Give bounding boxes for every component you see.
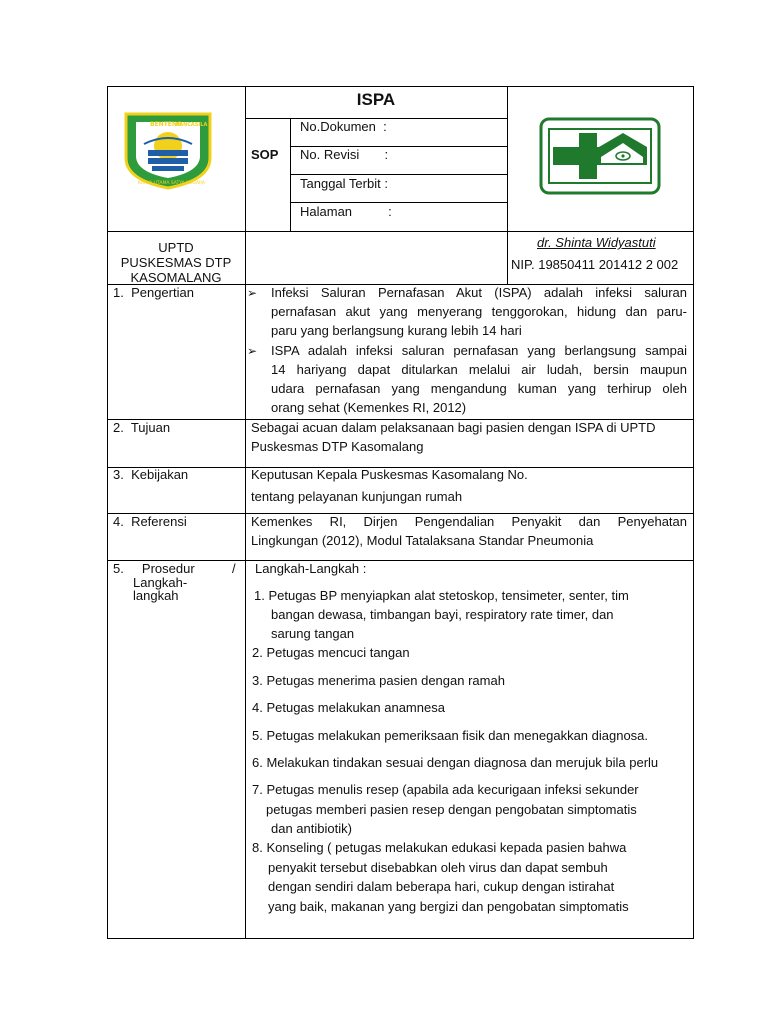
section-label-tujuan: 2. Tujuan <box>113 420 171 435</box>
step-8-line2: penyakit tersebut disebabkan oleh virus dan dapat sembuh <box>268 860 608 875</box>
section-label-prosedur-3: langkah <box>133 588 179 603</box>
referensi-line2: Lingkungan (2012), Modul Tatalaksana Standar Pneumonia <box>251 533 594 548</box>
bullet-arrow-icon: ➢ <box>247 344 258 358</box>
step-8-line3: dengan sendiri dalam beberapa hari, cukup dengan istirahat <box>268 879 615 894</box>
svg-text:KARYA UTAMA SATYA NEGARA: KARYA UTAMA SATYA NEGARA <box>138 181 205 186</box>
kasomalang-emblem-icon <box>122 110 214 190</box>
unit-line-3: KASOMALANG <box>130 270 222 285</box>
svg-text:PANCASILA: PANCASILA <box>176 122 208 128</box>
table-border-bottom <box>107 938 694 939</box>
step-7-line1: 7. Petugas menulis resep (apabila ada kecurigaan infeksi sekunder <box>252 782 639 797</box>
signatory-name: dr. Shinta Widyastuti <box>537 235 656 250</box>
unit-line-1: UPTD <box>158 240 194 255</box>
step-3: 3. Petugas menerima pasien dengan ramah <box>252 673 505 688</box>
puskesmas-cross-icon <box>539 117 661 195</box>
step-6: 6. Melakukan tindakan sesuai dengan diagnosa dan merujuk bila perlu <box>252 755 659 770</box>
pengertian-b1-line1: Infeksi Saluran Pernafasan Akut (ISPA) adalah infeksi saluran <box>271 285 687 300</box>
step-4: 4. Petugas melakukan anamnesa <box>252 700 445 715</box>
step-1-line1: 1. Petugas BP menyiapkan alat stetoskop, tensimeter, senter, tim <box>254 588 629 603</box>
doc-field-tanggal-terbit: Tanggal Terbit : <box>300 176 388 191</box>
pengertian-b2-line3: udara pernafasan yang mengandung kuman yang terhirup oleh <box>271 381 687 396</box>
step-7-line2: petugas memberi pasien resep dengan pengobatan simptomatis <box>266 802 637 817</box>
sop-label: SOP <box>251 147 279 162</box>
pengertian-b1-line2: pernafasan akut yang menyerang tenggorokan, hidung dan paru- <box>271 304 687 319</box>
step-7-line3: dan antibiotik) <box>271 821 352 836</box>
bullet-arrow-icon: ➢ <box>247 286 258 300</box>
step-2: 2. Petugas mencuci tangan <box>252 645 410 660</box>
pengertian-b2-line1: ISPA adalah infeksi saluran pernafasan yang berlangsung sampai <box>271 343 687 358</box>
step-8-line1: 8. Konseling ( petugas melakukan edukasi kepada pasien bahwa <box>252 840 627 855</box>
kebijakan-line1: Keputusan Kepala Puskesmas Kasomalang No. <box>251 467 528 482</box>
step-1-line3: sarung tangan <box>271 626 355 641</box>
svg-text:BENTENG: BENTENG <box>150 121 182 128</box>
step-8-line4: yang baik, makanan yang bergizi dan pengobatan simptomatis <box>268 899 629 914</box>
document-title: ISPA <box>356 90 396 109</box>
referensi-bottom-line <box>107 560 694 561</box>
section-label-prosedur-slash: / <box>232 561 236 576</box>
doc-field-halaman: Halaman : <box>300 204 392 219</box>
section-label-kebijakan: 3. Kebijakan <box>113 467 189 482</box>
section-label-prosedur-2: Langkah- <box>133 575 188 590</box>
table-border-top <box>107 86 694 87</box>
prosedur-heading: Langkah-Langkah : <box>255 561 367 576</box>
tujuan-line2: Puskesmas DTP Kasomalang <box>251 439 424 454</box>
doc-field-no-revisi: No. Revisi : <box>300 147 389 162</box>
referensi-line1: Kemenkes RI, Dirjen Pengendalian Penyakit dan Penyehatan <box>251 514 687 529</box>
pengertian-b1-line3: paru yang berlangsung kurang lebih 14 hari <box>271 323 522 338</box>
section-label-prosedur: 5. Prosedur <box>113 561 195 576</box>
unit-line-2: PUSKESMAS DTP <box>120 255 232 270</box>
kebijakan-line2: tentang pelayanan kunjungan rumah <box>251 489 463 504</box>
step-5: 5. Petugas melakukan pemeriksaan fisik dan menegakkan diagnosa. <box>252 728 649 743</box>
section-label-referensi: 4. Referensi <box>113 514 187 529</box>
doc-field-no-dokumen: No.Dokumen : <box>300 119 387 134</box>
signatory-nip: NIP. 19850411 201412 2 002 <box>511 257 679 272</box>
pengertian-b2-line2: 14 hariyang dapat ditularkan melalui air ludah, bersin maupun <box>271 362 687 377</box>
step-1-line2: bangan dewasa, timbangan bayi, respiratory rate timer, dan <box>271 607 614 622</box>
section-label-pengertian: 1. Pengertian <box>113 285 194 300</box>
logo-column-divider <box>507 86 508 284</box>
tujuan-line1: Sebagai acuan dalam pelaksanaan bagi pasien dengan ISPA di UPTD <box>251 420 656 435</box>
pengertian-b2-line4: orang sehat (Kemenkes RI, 2012) <box>271 400 467 415</box>
header-bottom-line <box>107 231 694 232</box>
